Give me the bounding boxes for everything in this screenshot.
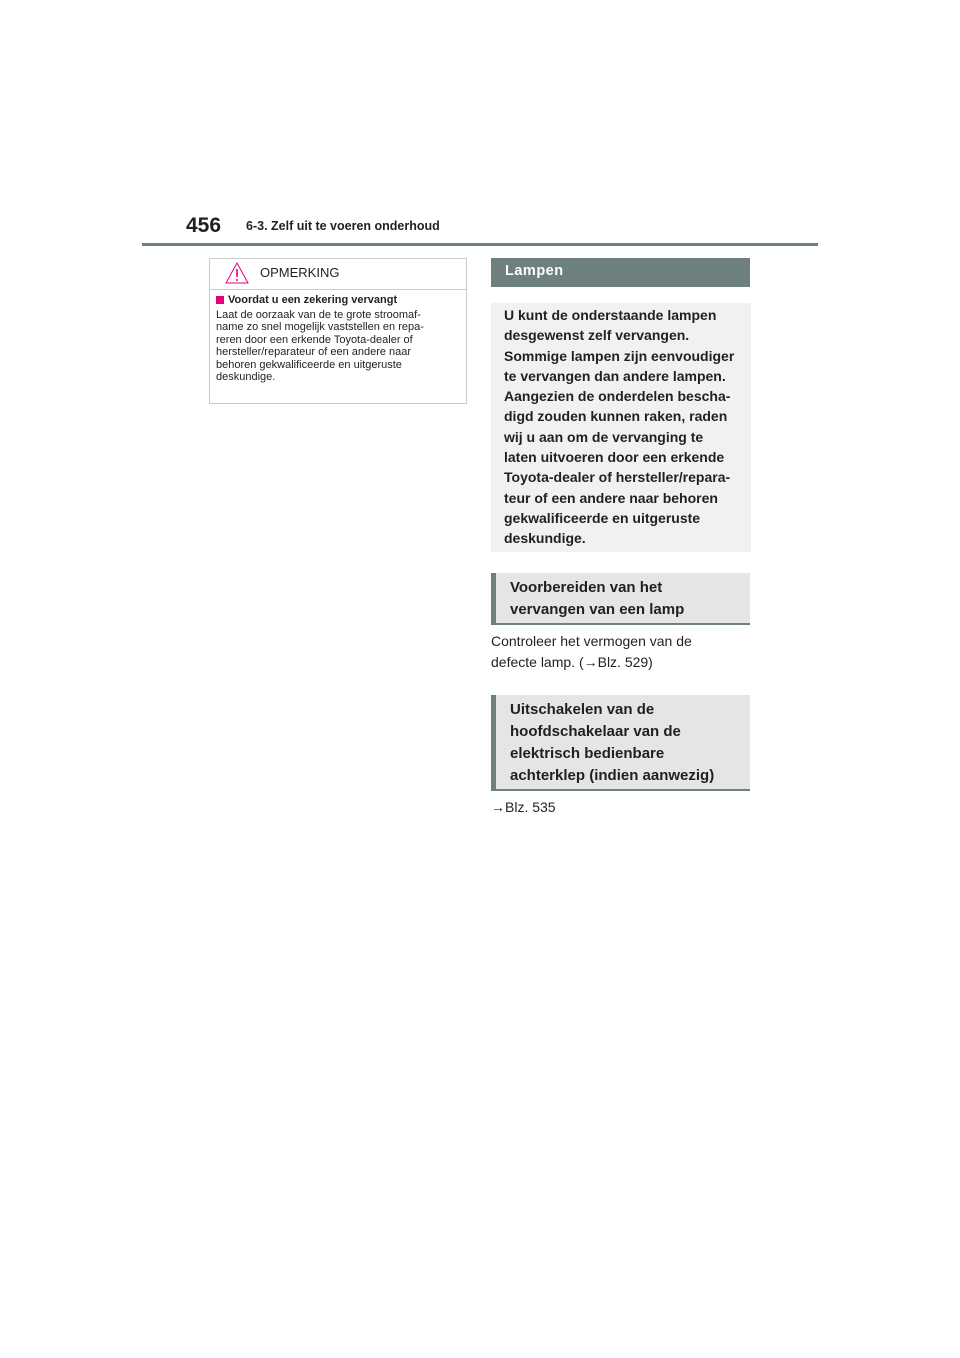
header-rule (142, 243, 818, 246)
lampen-header: Lampen (491, 258, 750, 287)
square-bullet-icon (216, 296, 224, 304)
notice-body (210, 290, 466, 383)
subsection-title: Uitschakelen van de hoofdschakelaar van de elektrisch bedienbare achterklep (indien aanwezig) (510, 701, 715, 784)
notice-subheading (216, 294, 460, 306)
page-number: 456 (186, 214, 222, 237)
notice-header (210, 259, 466, 290)
lampen-intro-text: U kunt de onderstaande lampen desgewenst zelf vervangen. Sommige lampen zijn eenvoudiger te vervangen dan andere lampen. Aangezien de onderdelen bescha- digd zouden kunnen raken, raden wij u aan om de vervanging te laten uitvoeren door een erkende Toyota-dealer of hersteller/repara- teur of een andere naar behoren gekwalificeerde en uitgeruste deskundige. (504, 307, 735, 547)
warning-triangle-icon (224, 261, 250, 285)
chapter-title: 6-3. Zelf uit te voeren onderhoud (246, 219, 440, 233)
subsection-body-prepare: Controleer het vermogen van de defecte lamp. (→Blz. 529) (491, 633, 692, 670)
lampen-intro-box (491, 303, 751, 552)
notice-text: Laat de oorzaak van de te grote stroomaf- name zo snel mogelijk vaststellen en repa- reren door een erkende Toyota-dealer of hersteller/reparateur of een andere naar behoren gekwalificeerde en uitgeruste deskundige. (216, 309, 424, 384)
subsection-heading-power-tailgate (491, 695, 750, 791)
notice-box (209, 258, 467, 404)
subsection-title: Voorbereiden van het vervangen van een lamp (510, 579, 685, 618)
subsection-heading-prepare (491, 573, 750, 625)
subsection-body-power-tailgate: →Blz. 535 (491, 799, 556, 815)
notice-title: OPMERKING (260, 265, 340, 280)
notice-subheading-text: Voordat u een zekering vervangt (228, 294, 398, 306)
